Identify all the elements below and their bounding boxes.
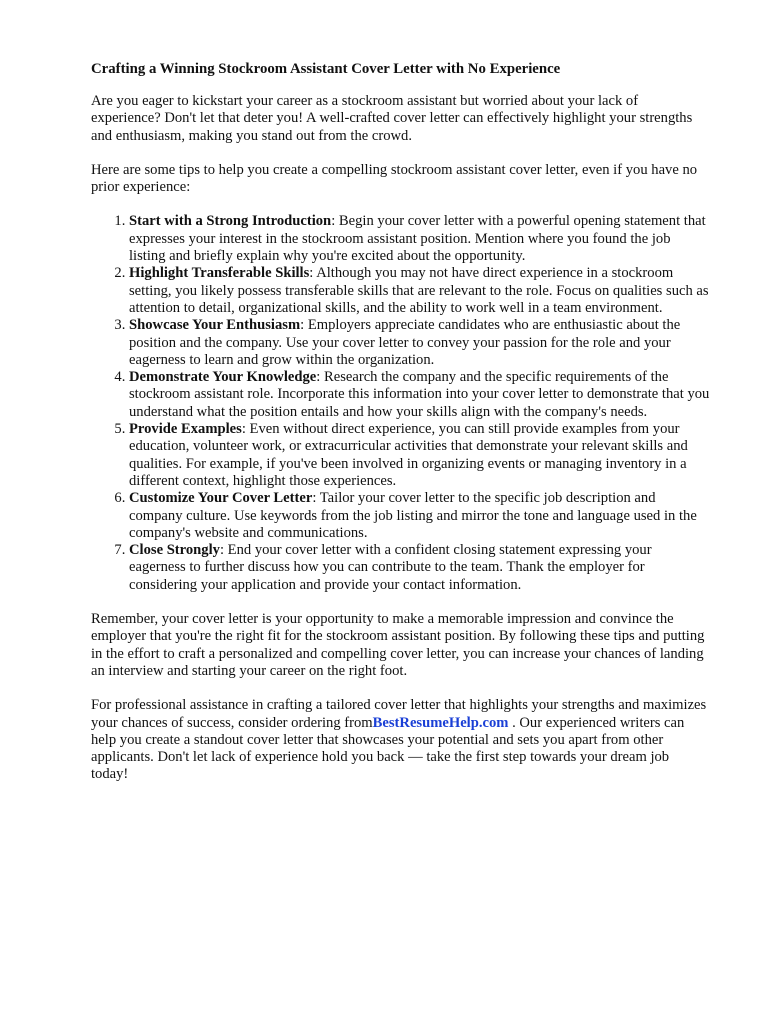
closing-text-start: For professional assistance in crafting a tailored cover letter that highlights your strengths and maximizes your chances of success, consider ordering from [91, 697, 707, 731]
tips-list [91, 213, 710, 594]
closing-paragraph [91, 697, 710, 783]
tip-text: : Employers appreciate candidates who are enthusiastic about the position and the company. Use your cover letter to convey your passion for the role and your eagerness to learn and grow within the organization. [129, 317, 681, 368]
tip-text: : Even without direct experience, you can still provide examples from your education, volunteer work, or extracurricular activities that demonstrate your relevant skills and qualities. For example, if you've been involved in organizing events or managing inventory in a different context, highlight those experiences. [129, 421, 688, 489]
tip-heading: Demonstrate Your Knowledge [129, 369, 317, 386]
tip-item [129, 369, 710, 421]
tip-item [129, 265, 710, 317]
tip-text: : Research the company and the specific requirements of the stockroom assistant role. Incorporate this information into your cover letter to demonstrate that you understand what the position entails and how your skills align with the company's needs. [129, 369, 710, 420]
tip-item [129, 542, 710, 594]
bestresumehelp-link[interactable]: BestResumeHelp.com [372, 714, 509, 731]
tip-item [129, 213, 710, 265]
tip-item [129, 490, 710, 542]
tip-heading: Showcase Your Enthusiasm [129, 317, 301, 334]
tip-item [129, 421, 710, 490]
tip-text: : Begin your cover letter with a powerful opening statement that expresses your interest in the stockroom assistant position. Mention where you found the job listing and briefly explain why you're excited about the opportunity. [129, 213, 706, 265]
closing-text-end: . Our experienced writers can help you create a standout cover letter that showcases your potential and sets you apart from other applicants. Don't let lack of experience hold you back — take the first step towards your dream job today! [91, 714, 685, 783]
tip-heading: Provide Examples [129, 421, 242, 438]
tip-text: : Tailor your cover letter to the specific job description and company culture. Use keywords from the job listing and mirror the tone and language used in the company's website and communications. [129, 490, 697, 541]
tip-item [129, 317, 710, 369]
document-title: Crafting a Winning Stockroom Assistant Cover Letter with No Experience [91, 61, 561, 77]
tips-lead-paragraph: Here are some tips to help you create a compelling stockroom assistant cover letter, even if you have no prior experience: [91, 161, 698, 196]
intro-paragraph: Are you eager to kickstart your career as a stockroom assistant but worried about your lack of experience? Don't let that deter you! A well-crafted cover letter can effectively highlight your strengths and enthusiasm, making you stand out from the crowd. [91, 93, 693, 144]
tip-text: : Although you may not have direct experience in a stockroom setting, you likely possess transferable skills that are relevant to the role. Focus on qualities such as attention to detail, organizational skills, and the ability to work well in a team environment. [129, 265, 709, 316]
remember-paragraph: Remember, your cover letter is your opportunity to make a memorable impression and convince the employer that you're the right fit for the stockroom assistant position. By following these tips and putting in the effort to craft a personalized and compelling cover letter, you can increase your chances of landing an interview and starting your career on the right foot. [91, 611, 705, 679]
tip-heading: Close Strongly [129, 542, 220, 559]
tip-text: : End your cover letter with a confident closing statement expressing your eagerness to further discuss how you can contribute to the team. Thank the employer for considering your application and provide your contact information. [129, 542, 652, 593]
tip-heading: Customize Your Cover Letter [129, 490, 313, 507]
tip-heading: Start with a Strong Introduction [129, 213, 332, 230]
tip-heading: Highlight Transferable Skills [129, 265, 310, 282]
